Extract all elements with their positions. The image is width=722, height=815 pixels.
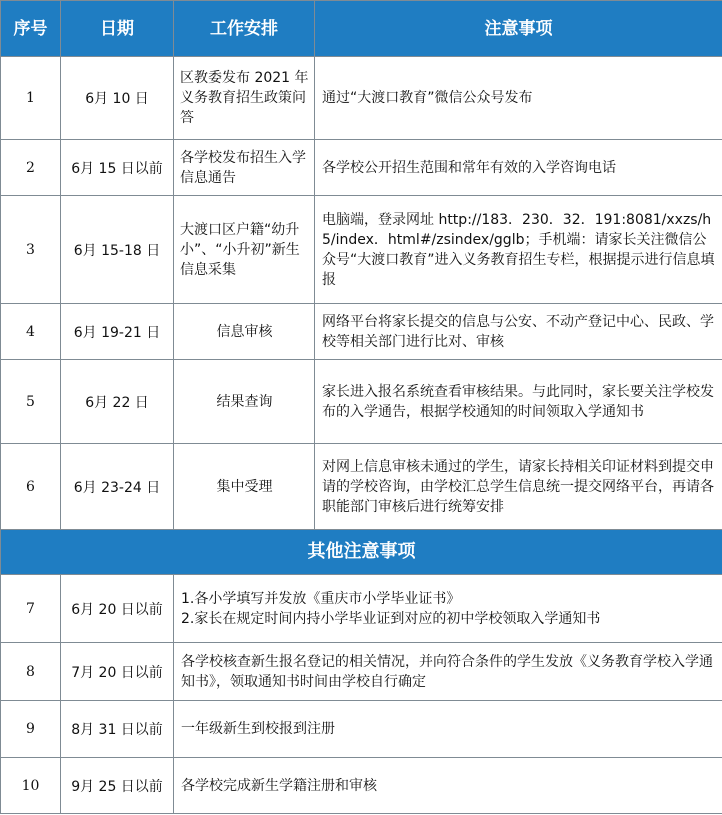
row-date: 6月 23-24 日: [61, 444, 174, 530]
row-note: 通过“大渡口教育”微信公众号发布: [315, 57, 722, 140]
header-note: 注意事项: [315, 1, 722, 57]
row-seq: 2: [1, 140, 61, 196]
row-date: 6月 19-21 日: [61, 304, 174, 360]
other-notes-title: 其他注意事项: [1, 530, 722, 575]
section-header-row: [1, 530, 722, 575]
table-row: [1, 444, 722, 530]
row-notes: 一年级新生到校报到注册: [174, 701, 722, 758]
row-notes: [174, 575, 722, 643]
row-date: 6月 10 日: [61, 57, 174, 140]
row-seq: 8: [1, 643, 61, 701]
header-seq: 序号: [1, 1, 61, 57]
row-task: 集中受理: [174, 444, 315, 530]
table-row: [1, 140, 722, 196]
table-row: [1, 758, 722, 814]
header-date: 日期: [61, 1, 174, 57]
row-note: 网络平台将家长提交的信息与公安、不动产登记中心、民政、学校等相关部门进行比对、审核: [315, 304, 722, 360]
row-task: 结果查询: [174, 360, 315, 444]
note-line: 2.家长在规定时间内持小学毕业证到对应的初中学校领取入学通知书: [181, 610, 601, 627]
row-date: 7月 20 日以前: [61, 643, 174, 701]
row-date: 6月 15 日以前: [61, 140, 174, 196]
table-row: [1, 196, 722, 304]
row-task: 各学校发布招生入学信息通告: [174, 140, 315, 196]
row-note: 各学校公开招生范围和常年有效的入学咨询电话: [315, 140, 722, 196]
row-seq: 3: [1, 196, 61, 304]
table-row: [1, 643, 722, 701]
row-date: 6月 15-18 日: [61, 196, 174, 304]
header-task: 工作安排: [174, 1, 315, 57]
row-date: 6月 22 日: [61, 360, 174, 444]
table-header-row: [1, 1, 722, 57]
row-task: 区教委发布 2021 年义务教育招生政策问答: [174, 57, 315, 140]
row-task: 信息审核: [174, 304, 315, 360]
row-notes: 各学校完成新生学籍注册和审核: [174, 758, 722, 814]
table-row: [1, 304, 722, 360]
row-seq: 5: [1, 360, 61, 444]
row-note: 电脑端，登录网址 http://183．230．32．191:8081/xxzs/h5/index．html#/zsindex/gglb；手机端：请家长关注微信公众号“大渡口教育”进入义务教育招生专栏，根据提示进行信息填报: [315, 196, 722, 304]
row-date: 8月 31 日以前: [61, 701, 174, 758]
row-seq: 6: [1, 444, 61, 530]
row-seq: 1: [1, 57, 61, 140]
table-row: [1, 701, 722, 758]
row-seq: 9: [1, 701, 61, 758]
row-seq: 7: [1, 575, 61, 643]
row-notes: 各学校核查新生报名登记的相关情况，并向符合条件的学生发放《义务教育学校入学通知书》，领取通知书时间由学校自行确定: [174, 643, 722, 701]
row-seq: 4: [1, 304, 61, 360]
table-row: [1, 360, 722, 444]
row-note: 家长进入报名系统查看审核结果。与此同时，家长要关注学校发布的入学通告，根据学校通知的时间领取入学通知书: [315, 360, 722, 444]
row-date: 9月 25 日以前: [61, 758, 174, 814]
note-line: 1.各小学填写并发放《重庆市小学毕业证书》: [181, 590, 461, 607]
table-row: [1, 57, 722, 140]
row-seq: 10: [1, 758, 61, 814]
table-row: [1, 575, 722, 643]
row-note: 对网上信息审核未通过的学生，请家长持相关印证材料到提交申请的学校咨询，由学校汇总学生信息统一提交网络平台，再请各职能部门审核后进行统筹安排: [315, 444, 722, 530]
row-task: 大渡口区户籍“幼升小”、“小升初”新生信息采集: [174, 196, 315, 304]
row-date: 6月 20 日以前: [61, 575, 174, 643]
